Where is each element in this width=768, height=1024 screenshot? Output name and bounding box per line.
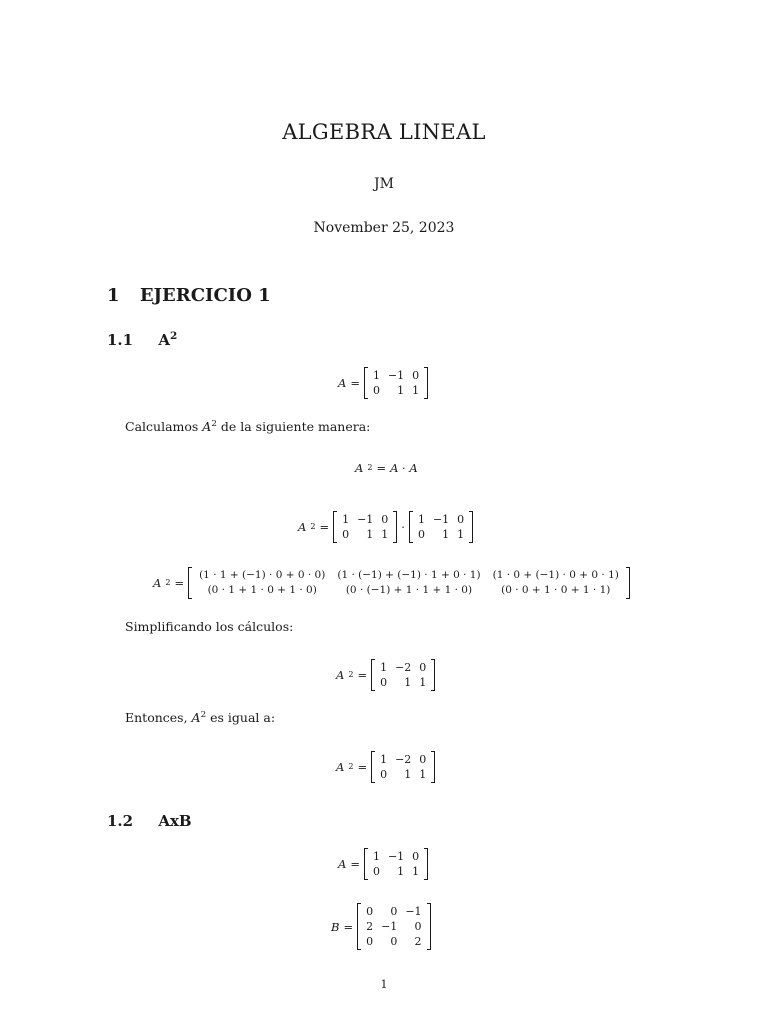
matrix-cell: (1 · (−1) + (−1) · 1 + 0 · 1) <box>337 569 481 581</box>
matrix-cell: 0 <box>419 753 427 766</box>
matrix-cell: −2 <box>395 753 412 766</box>
matrix-cell: 0 <box>390 935 398 948</box>
matrix-a <box>364 848 428 880</box>
matrix-cell: −1 <box>381 920 398 933</box>
matrix-a-right <box>409 511 473 543</box>
matrix-cell: 0 <box>381 513 389 526</box>
matrix-cell: 1 <box>404 768 412 781</box>
equation-a2-result: A 2 = 1 −2 0 0 1 1 <box>336 659 435 691</box>
matrix-cell: 0 <box>372 865 380 878</box>
matrix-cell: 1 <box>397 384 405 397</box>
matrix-cell: (0 · 0 + 1 · 0 + 1 · 1) <box>501 584 611 596</box>
matrix-cell: 2 <box>414 935 422 948</box>
matrix-cell: 0 <box>457 513 465 526</box>
matrix-cell: 1 <box>372 850 380 863</box>
matrix-cell: −1 <box>432 513 450 526</box>
subsection-heading <box>107 812 192 830</box>
matrix-cell: (1 · 0 + (−1) · 0 + 0 · 1) <box>492 569 619 581</box>
matrix-cell: −2 <box>395 661 412 674</box>
equation-a2-product: A 2 = A · A <box>355 461 418 475</box>
matrix-cell: 0 <box>414 920 422 933</box>
subsection-title: AxB <box>158 812 192 830</box>
matrix-cell: 1 <box>366 528 374 541</box>
matrix-cell: 1 <box>419 676 427 689</box>
matrix-a2 <box>371 659 435 691</box>
paragraph-then: Entonces, $A^2$ es igual a: <box>125 709 276 725</box>
matrix-a2-final <box>371 751 435 783</box>
matrix-cell: 1 <box>372 369 380 382</box>
matrix-cell: 1 <box>342 513 350 526</box>
matrix-cell: 0 <box>366 905 374 918</box>
subsection-number: 1.2 <box>107 812 134 830</box>
subsection-title: A <box>158 331 170 349</box>
subsection-heading: 1.1 $A^2$ <box>107 330 178 349</box>
author: JM <box>374 176 394 192</box>
matrix-cell: 0 <box>412 369 420 382</box>
matrix-cell: −1 <box>405 905 422 918</box>
matrix-cell: 1 <box>380 661 388 674</box>
matrix-a2-expanded <box>188 567 630 599</box>
equation-a2-final: A 2 = 1 −2 0 0 1 1 <box>336 751 435 783</box>
equation-a-again: A = 1 −1 0 0 1 1 <box>338 848 428 880</box>
matrix-cell: 1 <box>412 865 420 878</box>
matrix-cell: −1 <box>357 513 374 526</box>
matrix-cell: 1 <box>404 676 412 689</box>
section-heading <box>107 285 271 306</box>
matrix-cell: −1 <box>387 369 405 382</box>
matrix-cell: 0 <box>390 905 398 918</box>
paragraph-simplify: Simplificando los cálculos: <box>125 619 294 634</box>
matrix-b <box>357 903 430 950</box>
matrix-cell: 1 <box>417 513 425 526</box>
matrix-a-left <box>333 511 397 543</box>
matrix-cell: 0 <box>372 384 380 397</box>
matrix-cell: 0 <box>417 528 425 541</box>
matrix-a <box>364 367 428 399</box>
matrix-cell: (0 · (−1) + 1 · 1 + 1 · 0) <box>345 584 473 596</box>
equation-b: B = 0 0 −1 2 −1 0 0 0 2 <box>331 903 431 950</box>
subsection-number: 1.1 <box>107 331 134 349</box>
matrix-cell: −1 <box>387 850 405 863</box>
matrix-cell: 0 <box>342 528 350 541</box>
matrix-cell: 1 <box>380 753 388 766</box>
section-title: EJERCICIO 1 <box>139 285 271 306</box>
matrix-cell: (0 · 1 + 1 · 0 + 1 · 0) <box>207 584 317 596</box>
matrix-cell: 0 <box>412 850 420 863</box>
matrix-cell: 1 <box>412 384 420 397</box>
matrix-cell: 2 <box>366 920 374 933</box>
matrix-cell: 0 <box>380 768 388 781</box>
matrix-cell: 1 <box>457 528 465 541</box>
document-title: ALGEBRA LINEAL <box>282 120 486 144</box>
matrix-cell: (1 · 1 + (−1) · 0 + 0 · 0) <box>199 569 326 581</box>
section-number: 1 <box>107 285 120 306</box>
matrix-cell: 0 <box>380 676 388 689</box>
equation-a2-expanded: A 2 = (1 · 1 + (−1) · 0 + 0 · 0) (1 · (−1) + (−1) · 1 + 0 · 1) (1 · 0 + (−1) · 0 + 0 · 1) (0 · 1 + 1 · 0 + 1 · 0) (0 · (−1) + 1 · 1 + 1 · 0) (0 · 0 + 1 · 0 + 1 · 1) <box>153 567 630 599</box>
paragraph-calculate: Calculamos $A^2$ de la siguiente manera: <box>125 418 371 434</box>
matrix-cell: 1 <box>419 768 427 781</box>
date: November 25, 2023 <box>313 220 455 236</box>
matrix-cell: 1 <box>442 528 450 541</box>
matrix-cell: 0 <box>419 661 427 674</box>
equation-a: A = 1 −1 0 0 1 1 <box>338 367 428 399</box>
page-number: 1 <box>380 978 388 991</box>
matrix-cell: 1 <box>397 865 405 878</box>
equation-a2-matrix-product: A 2 = 1 −1 0 0 1 1 · 1 −1 0 0 1 1 <box>298 511 473 543</box>
matrix-cell: 1 <box>381 528 389 541</box>
matrix-cell: 0 <box>366 935 374 948</box>
